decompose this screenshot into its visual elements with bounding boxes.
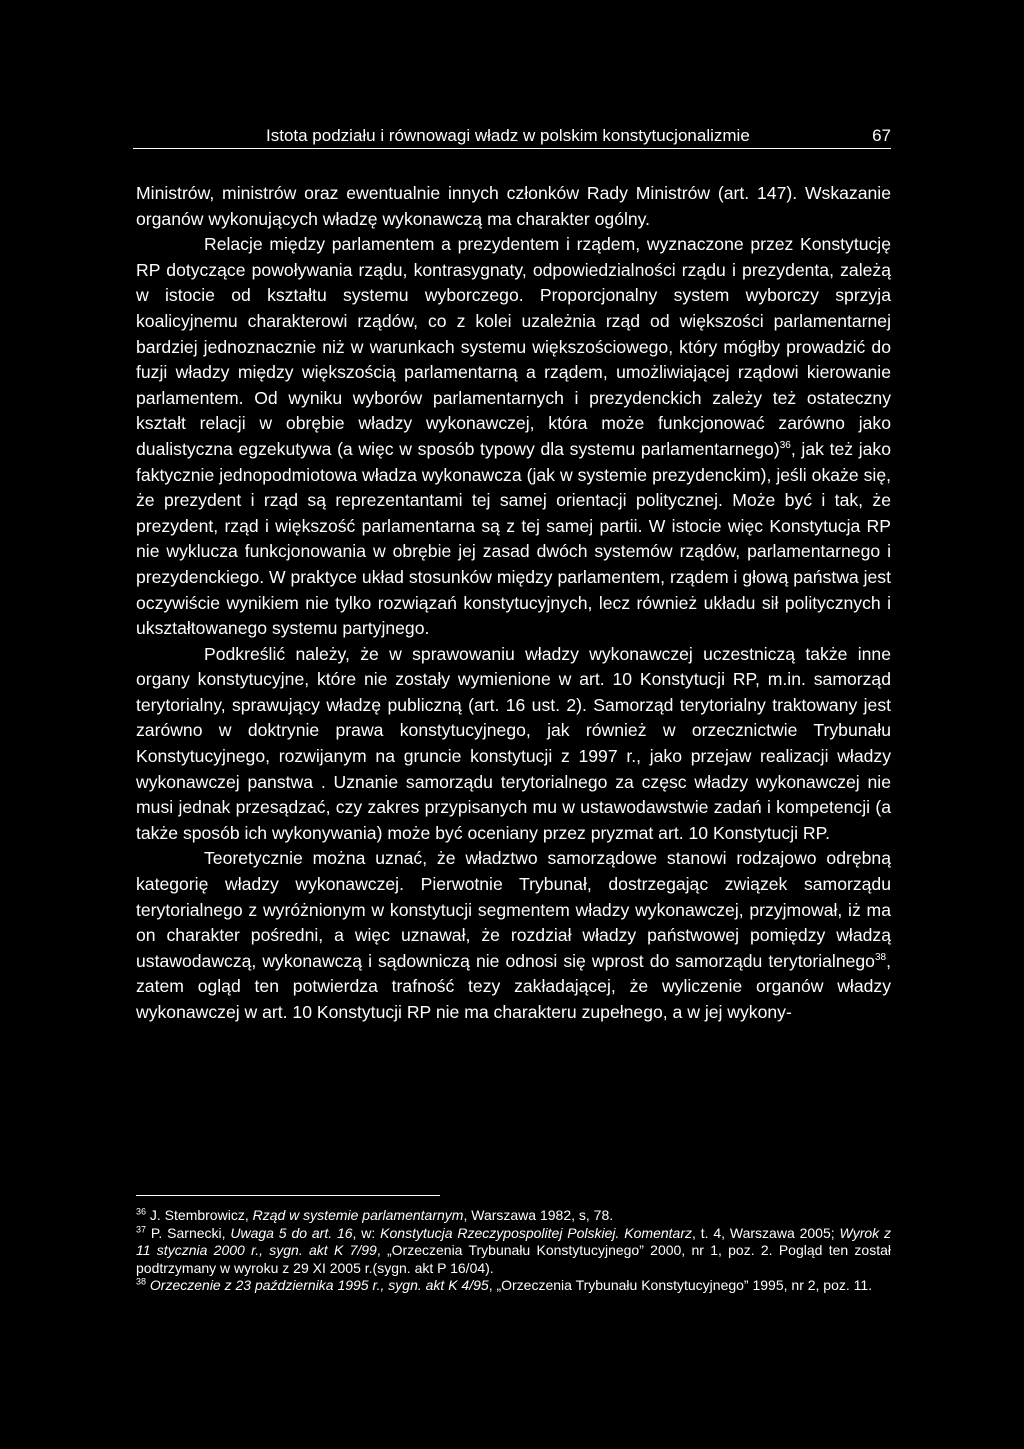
footnote-italic-title: Orzeczenie z 23 października 1995 r., sygn. akt K 4/95 <box>149 1277 489 1294</box>
footnote-38 <box>136 1277 891 1295</box>
paragraph-2 <box>136 232 891 642</box>
footnote-text: , t. 4, Warszawa 2005; <box>691 1224 840 1241</box>
footnote-italic-title: Wyrok z 11 stycznia 2000 r., sygn. akt K 7/99 <box>136 1224 892 1259</box>
footnote-text: , Warszawa 1982, s, 78. <box>463 1207 614 1223</box>
paragraph-2-part-a: Relacje między parlamentem a prezydentem i rządem, wyznaczone przez Konstytucję RP dotyczące powoływania rządu, kontrasygnaty, odpowiedzialności rządu i prezydenta, zależą w istocie od kształtu systemu wyborczego. Proporcjonalny system wyborczy sprzyja koalicyjnemu charakterowi rządów, co z kolei uzależnia rząd od większości parlamentarnej bardziej jednoznacznie niż w warunkach systemu większościowego, który mógłby prowadzić do fuzji władzy między większością parlamentarną a rządem, umożliwiającej rządowi kierowanie parlamentem. Od wyniku wyborów parlamentarnych i prezydenckich zależy też ostateczny kształt relacji w obrębie władzy wykonawczej, która może funkcjonować zarówno jako dualistyczna egzekutywa (a więc w sposób typowy dla systemu parlamentarnego) <box>136 234 891 459</box>
footnote-ref-36[interactable]: 36 <box>779 440 791 452</box>
running-header-title: Istota podziału i równowagi władz w polskim konstytucjonalizmie <box>266 126 750 145</box>
footnote-text: , „Orzeczenia Trybunału Konstytucyjnego” 2000, nr 1, poz. 2. Pogląd ten został podtrzymany w wyroku z 29 XI 2005 r.(sygn. akt P 16/04). <box>136 1242 892 1276</box>
footnote-divider <box>136 1195 440 1196</box>
footnote-italic-title: Rząd w systemie parlamentarnym <box>252 1207 464 1223</box>
footnote-text: P. Sarnecki, <box>146 1224 231 1241</box>
footnote-number: 38 <box>136 1276 147 1287</box>
footnote-text: , „Orzeczenia Trybunału Konstytucyjnego” 1995, nr 2, poz. 11. <box>488 1277 873 1294</box>
footnote-italic-title: Uwaga 5 do art. 16 <box>230 1224 353 1241</box>
footnotes <box>136 1207 891 1295</box>
paragraph-3: Podkreślić należy, że w sprawowaniu władzy wykonawczej uczestniczą także inne organy konstytucyjne, które nie zostały wymienione w art. 10 Konstytucji RP, m.in. samorząd terytorialny, sprawujący władzę publiczną (art. 16 ust. 2). Samorząd terytorialny traktowany jest zarówno w doktrynie prawa konstytucyjnego, jak również w orzecznictwie Trybunału Konstytucyjnego, rozwijanym na gruncie konstytucji z 1997 r., jako przejaw realizacji władzy wykonawczej panstwa . Uznanie samorządu terytorialnego za częsc władzy wykonawczej nie musi jednak przesądzać, czy zakres przypisanych mu w ustawodawstwie zadań i kompetencji (a także sposób ich wykonywania) może być oceniany przez pryzmat art. 10 Konstytucji RP. <box>136 643 891 843</box>
main-text <box>136 181 891 1026</box>
running-header <box>133 125 891 149</box>
footnote-italic-title: Konstytucja Rzeczypospolitej Polskiej. Komentarz <box>380 1224 692 1241</box>
paragraph-4-part-b: , zatem ogląd ten potwierdza trafność tezy zakładającej, że wyliczenie organów władzy wykonawczej w art. 10 Konstytucji RP nie ma charakteru zupełnego, a w jej wykony- <box>136 950 891 1022</box>
footnote-text: , w: <box>352 1224 381 1241</box>
footnote-37 <box>136 1225 891 1278</box>
paragraph-4 <box>136 846 891 1025</box>
footnote-number: 37 <box>136 1223 147 1234</box>
page-number: 67 <box>872 126 891 145</box>
paragraph-1: Ministrów, ministrów oraz ewentualnie innych członków Rady Ministrów (art. 147). Wskazanie organów wykonujących władzę wykonawczą ma charakter ogólny. <box>136 183 891 229</box>
paragraph-4-part-a: Teoretycznie można uznać, że władztwo samorządowe stanowi rodzajowo odrębną kategorię władzy wykonawczej. Pierwotnie Trybunał, dostrzegając związek samorządu terytorialnego z wyróżnionym w konstytucji segmentem władzy wykonawczej, przyjmował, iż ma on charakter pośredni, a więc uznawał, że rozdział władzy państwowej pomiędzy władzą ustawodawczą, wykonawczą i sądowniczą nie odnosi się wprost do samorządu terytorialnego <box>136 848 891 971</box>
paragraph-2-part-b: , jak też jako faktycznie jednopodmiotowa władza wykonawcza (jak w systemie prezydenckim), jeśli okaże się, że prezydent i rząd są reprezentantami tej samej orientacji politycznej. Może być i tak, że prezydent, rząd i większość parlamentarna są z tej samej partii. W istocie więc Konstytucja RP nie wyklucza funkcjonowania w obrębie jej zasad dwóch systemów rządów, parlamentarnego i prezydenckiego. W praktyce układ stosunków między parlamentem, rządem i głową państwa jest oczywiście wynikiem nie tylko rozwiązań konstytucyjnych, lecz również układu sił politycznych i ukształtowanego systemu partyjnego. <box>136 438 891 639</box>
footnote-number: 36 <box>136 1206 147 1217</box>
footnote-36 <box>136 1207 891 1225</box>
footnote-ref-38[interactable]: 38 <box>874 951 887 963</box>
footnote-text: J. Stembrowicz, <box>146 1207 253 1223</box>
